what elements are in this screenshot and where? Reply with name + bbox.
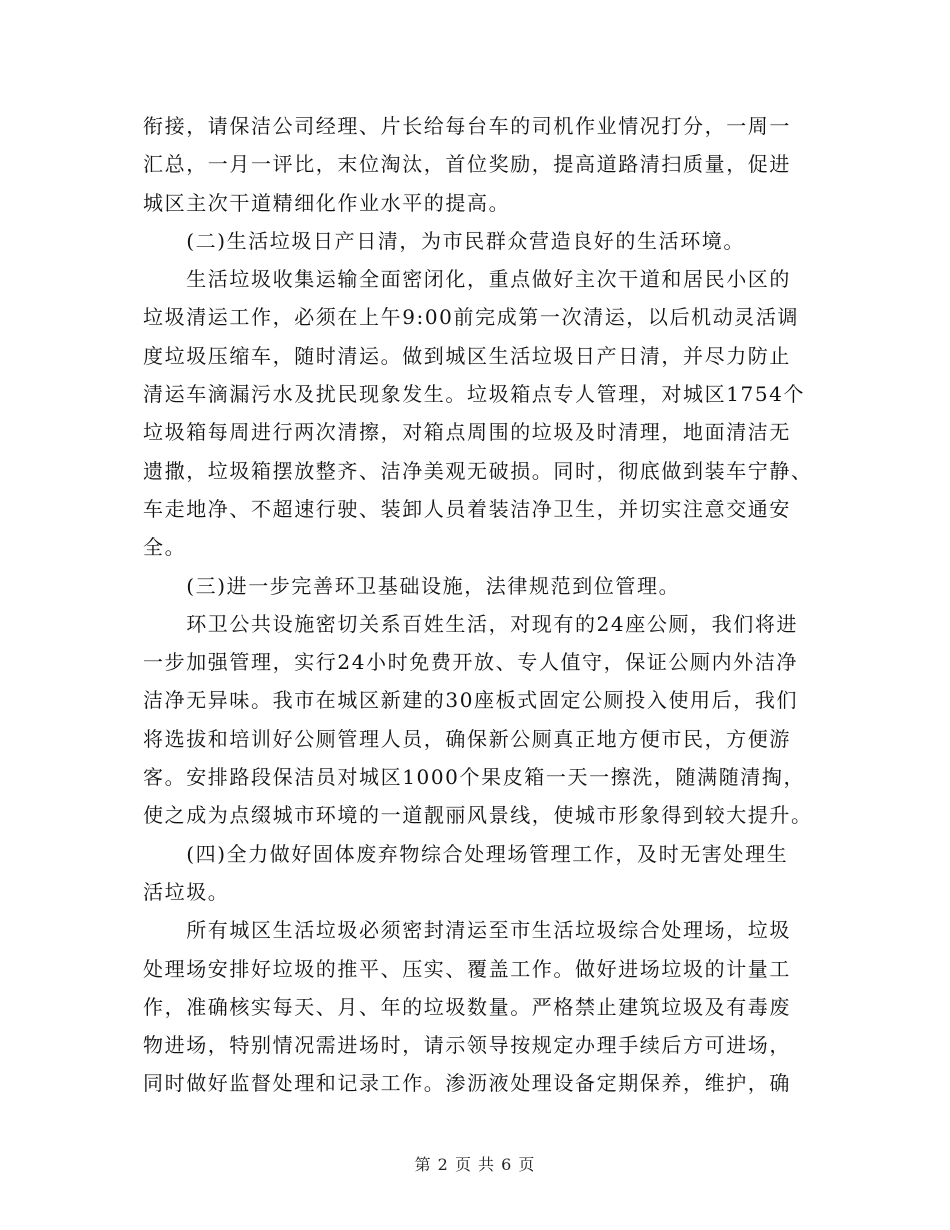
text-line: 作，准确核实每天、月、年的垃圾数量。严格禁止建筑垃圾及有毒废 <box>143 994 791 1019</box>
section-heading: (二)生活垃圾日产日清，为市民群众营造良好的生活环境。 <box>143 228 746 253</box>
body-text <box>143 107 813 1103</box>
section-heading: (三)进一步完善环卫基础设施，法律规范到位管理。 <box>143 573 681 598</box>
text-line: 度垃圾压缩车，随时清运。做到城区生活垃圾日产日清，并尽力防止 <box>143 343 791 368</box>
text-line: 车走地净、不超速行驶、装卸人员着装洁净卫生，并切实注意交通安 <box>143 496 791 521</box>
text-line: 垃圾清运工作，必须在上午9:00前完成第一次清运，以后机动灵活调 <box>143 305 800 330</box>
text-line: 物进场，特别情况需进场时，请示领导按规定办理手续后方可进场， <box>143 1033 791 1058</box>
page-number-footer: 第 2 页 共 6 页 <box>414 1155 536 1174</box>
text-line: 处理场安排好垃圾的推平、压实、覆盖工作。做好进场垃圾的计量工 <box>143 956 791 981</box>
text-line: 垃圾箱每周进行两次清擦，对箱点周围的垃圾及时清理，地面清洁无 <box>143 420 791 445</box>
text-line: 活垃圾。 <box>143 879 230 904</box>
text-line: 汇总，一月一评比，末位淘汰，首位奖励，提高道路清扫质量，促进 <box>143 152 791 177</box>
text-line: 生活垃圾收集运输全面密闭化，重点做好主次干道和居民小区的 <box>143 267 791 292</box>
text-line: 城区主次干道精细化作业水平的提高。 <box>143 190 511 215</box>
text-line: 将选拔和培训好公厕管理人员，确保新公厕真正地方便市民，方便游 <box>143 726 791 751</box>
text-line: 洁净无异味。我市在城区新建的30座板式固定公厕投入使用后，我们 <box>143 688 799 713</box>
text-line: 同时做好监督处理和记录工作。渗沥液处理设备定期保养，维护，确 <box>143 1071 791 1096</box>
text-line: 所有城区生活垃圾必须密封清运至市生活垃圾综合处理场，垃圾 <box>143 918 791 943</box>
section-heading: (四)全力做好固体废弃物综合处理场管理工作，及时无害处理生 <box>143 841 789 866</box>
text-line: 客。安排路段保洁员对城区1000个果皮箱一天一擦洗，随满随清掏， <box>143 765 806 790</box>
text-line: 一步加强管理，实行24小时免费开放、专人值守，保证公厕内外洁净 <box>143 650 799 675</box>
text-line: 全。 <box>143 535 187 560</box>
text-line: 使之成为点缀城市环境的一道靓丽风景线，使城市形象得到较大提升。 <box>143 803 813 828</box>
text-line: 衔接，请保洁公司经理、片长给每台车的司机作业情况打分，一周一 <box>143 114 791 138</box>
text-line: 清运车滴漏污水及扰民现象发生。垃圾箱点专人管理，对城区1754个 <box>143 382 806 407</box>
text-line: 环卫公共设施密切关系百姓生活，对现有的24座公厕，我们将进 <box>143 611 799 636</box>
text-line: 遗撒，垃圾箱摆放整齐、洁净美观无破损。同时，彻底做到装车宁静、 <box>143 458 813 483</box>
